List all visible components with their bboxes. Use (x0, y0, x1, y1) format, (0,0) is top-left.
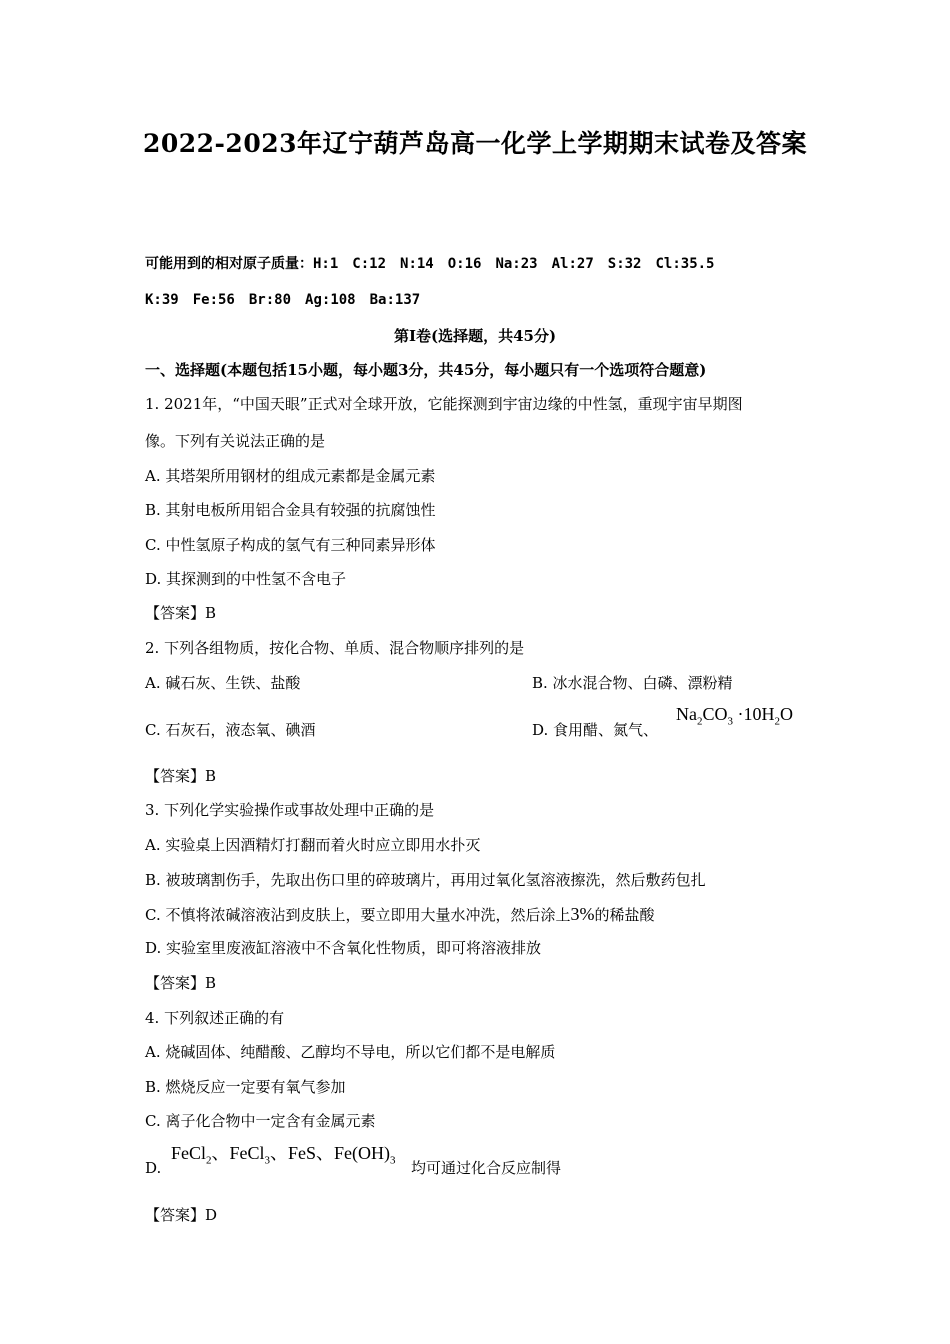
formula-part: FeCl (171, 1143, 207, 1163)
q2-option-c: C. 石灰石，液态氧、碘酒 (145, 721, 316, 739)
formula-separator: 、 (211, 1143, 230, 1163)
formula-separator: 、 (270, 1143, 289, 1163)
q3-option-c-post: 的稀盐酸 (594, 906, 655, 924)
q3-stem: 3. 下列化学实验操作或事故处理中正确的是 (145, 801, 435, 819)
atomic-mass-item: Cl:35.5 (655, 256, 715, 272)
formula-part: FeS (288, 1143, 317, 1163)
formula-part: ·10H (737, 704, 775, 724)
formula-subscript: 3 (390, 1154, 396, 1167)
atomic-mass-item: N:14 (400, 256, 434, 272)
q4-option-a: A. 烧碱固体、纯醋酸、乙醇均不导电，所以它们都不是电解质 (145, 1043, 556, 1061)
q2-option-d-text: D. 食用醋、氮气、 (532, 721, 659, 739)
q3-option-c-percent: 3% (570, 904, 595, 924)
atomic-mass-item: Br:80 (248, 292, 292, 308)
formula-part: CO (702, 704, 728, 724)
q4-option-c: C. 离子化合物中一定含有金属元素 (145, 1112, 376, 1130)
page-title: 2022-2023年辽宁葫芦岛高一化学上学期期末试卷及答案 (142, 129, 808, 158)
formula-subscript: 3 (727, 715, 734, 728)
formula-part: Fe(OH) (334, 1143, 391, 1163)
q3-option-d: D. 实验室里废液缸溶液中不含氧化性物质，即可将溶液排放 (145, 939, 542, 957)
q4-answer: 【答案】D (145, 1206, 218, 1224)
formula-subscript: 2 (697, 715, 703, 728)
q3-answer: 【答案】B (145, 974, 217, 992)
q4-option-d-label: D. (145, 1159, 162, 1177)
section-title: 第Ⅰ卷(选择题，共45分) (393, 327, 557, 345)
q1-answer: 【答案】B (145, 604, 217, 622)
atomic-mass-item: Na:23 (495, 256, 538, 272)
formula-subscript: 2 (774, 715, 781, 728)
part-heading: 一、选择题(本题包括15小题，每小题3分，共45分，每小题只有一个选项符合题意) (145, 361, 707, 379)
q1-option-d: D. 其探测到的中性氢不含电子 (145, 570, 347, 588)
formula-subscript: 2 (206, 1154, 212, 1167)
q1-option-a: A. 其塔架所用钢材的组成元素都是金属元素 (145, 467, 436, 485)
q2-option-b: B. 冰水混合物、白磷、漂粉精 (532, 674, 733, 692)
q4-option-b: B. 燃烧反应一定要有氧气参加 (145, 1078, 346, 1096)
sodium-carbonate-decahydrate-formula (676, 704, 793, 732)
atomic-mass-item: H:1 (313, 256, 339, 272)
q2-stem: 2. 下列各组物质，按化合物、单质、混合物顺序排列的是 (145, 639, 525, 657)
q1-stem-line-1: 1. 2021年，“中国天眼”正式对全球开放，它能探测到宇宙边缘的中性氢，重现宇宙早期图 (145, 395, 743, 413)
formula-separator: 、 (316, 1143, 335, 1163)
q1-option-c: C. 中性氢原子构成的氢气有三种同素异形体 (145, 536, 436, 554)
atomic-mass-item: S:32 (607, 256, 642, 272)
atomic-mass-line-1 (145, 254, 729, 274)
atomic-mass-item: Ag:108 (305, 292, 356, 308)
q1-stem-line-2: 像。下列有关说法正确的是 (145, 432, 326, 450)
formula-subscript: 3 (264, 1154, 271, 1167)
atomic-mass-line-2 (145, 290, 434, 310)
atomic-mass-item: Al:27 (551, 256, 594, 272)
q3-option-c-pre: C. 不慎将浓碱溶液沾到皮肤上，要立即用大量水冲洗，然后涂上 (145, 906, 571, 924)
atomic-mass-item: C:12 (352, 256, 387, 272)
q4-stem: 4. 下列叙述正确的有 (145, 1009, 285, 1027)
q3-option-c (145, 904, 655, 925)
atomic-mass-item: Fe:56 (192, 292, 235, 308)
formula-part: FeCl (229, 1143, 265, 1163)
atomic-mass-item: K:39 (145, 292, 179, 308)
q2-answer: 【答案】B (145, 767, 217, 785)
q4-option-d-text: 均可通过化合反应制得 (411, 1159, 562, 1177)
q2-option-d (532, 720, 658, 740)
atomic-mass-label: 可能用到的相对原子质量： (145, 256, 313, 272)
q1-option-b: B. 其射电板所用铝合金具有较强的抗腐蚀性 (145, 501, 436, 519)
q2-option-a: A. 碱石灰、生铁、盐酸 (145, 674, 301, 692)
atomic-mass-item: Ba:137 (369, 292, 421, 308)
q3-option-a: A. 实验桌上因酒精灯打翻而着火时应立即用水扑灭 (145, 836, 481, 854)
atomic-mass-item: O:16 (447, 256, 482, 272)
formula-part: O (780, 704, 794, 724)
q3-option-b: B. 被玻璃割伤手，先取出伤口里的碎玻璃片，再用过氧化氢溶液擦洗，然后敷药包扎 (145, 871, 706, 889)
iron-compounds-formula (171, 1143, 396, 1171)
formula-part: Na (676, 704, 697, 724)
